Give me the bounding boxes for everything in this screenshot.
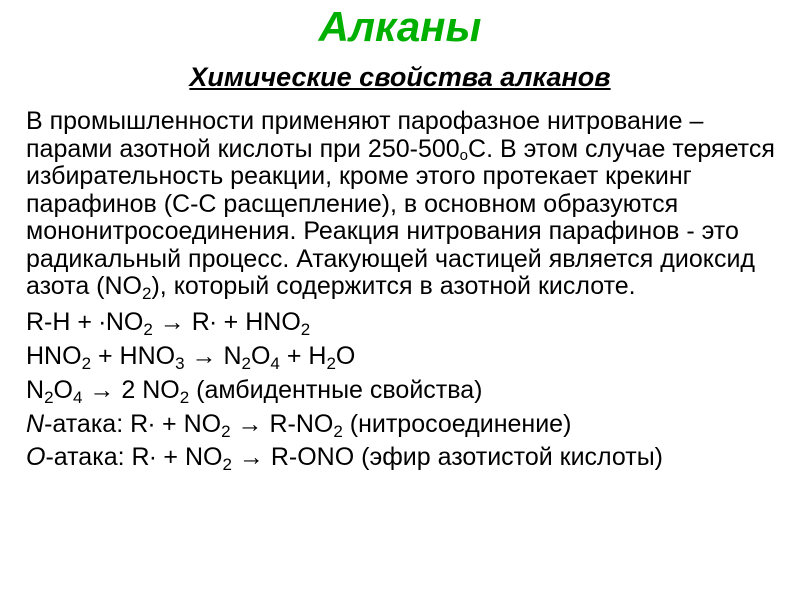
equation-3 xyxy=(26,373,776,407)
eq1-part: → R∙ + HNO xyxy=(152,307,301,336)
eq4-part: (нитросоединение) xyxy=(342,409,572,438)
degree-mark: о xyxy=(459,146,469,164)
paragraph-text-2: С. В этом случае теряется избирательность реакции, кроме этого протекает крекинг парафинов (С-С расщепление), в основном образуются мононитросоединения. Реакция нитрования парафинов - это радикальный процесс. Атакующей частицей является диоксид азота (NO xyxy=(26,134,775,300)
subscript: 4 xyxy=(270,353,280,373)
eq5-part: → R-ONO (эфир азотистой кислоты) xyxy=(231,442,664,471)
eq2-part: + HNO xyxy=(91,341,176,370)
eq2-part: O xyxy=(335,341,356,370)
subscript: 2 xyxy=(222,454,232,474)
equation-2 xyxy=(26,339,776,373)
slide-body xyxy=(26,107,776,474)
subscript: 2 xyxy=(333,421,343,441)
subscript: 2 xyxy=(241,353,251,373)
eq3-part: O xyxy=(53,375,73,404)
eq2-part: + H xyxy=(279,341,327,370)
subscript: 3 xyxy=(175,353,185,373)
subscript: 4 xyxy=(72,387,83,407)
eq2-part: → N xyxy=(184,341,242,370)
subscript: 2 xyxy=(179,387,190,407)
subscript: 2 xyxy=(300,319,311,339)
eq1-part: R-H + ∙NO xyxy=(26,307,144,336)
eq3-part: → 2 NO xyxy=(82,375,180,404)
equation-1 xyxy=(26,305,776,339)
equation-5 xyxy=(26,444,776,472)
subscript: 2 xyxy=(221,421,231,441)
eq3-part: N xyxy=(26,375,45,404)
eq2-part: HNO xyxy=(26,341,82,370)
subscript: 2 xyxy=(81,353,92,373)
intro-paragraph xyxy=(26,108,776,301)
italic-letter: N xyxy=(26,409,45,438)
subscript: 2 xyxy=(143,319,153,339)
eq4-part: → R-NO xyxy=(230,409,334,438)
paragraph-text-1: В промышленности применяют парофазное нитрование – парами азотной кислоты при 250-500 xyxy=(26,107,704,163)
equation-4 xyxy=(26,407,776,441)
subscript: 2 xyxy=(142,284,152,303)
eq5-part: -атака: R∙ + NO xyxy=(45,442,223,471)
eq2-part: O xyxy=(250,341,271,370)
slide-title: Алканы xyxy=(318,3,482,50)
italic-letter: O xyxy=(26,442,46,471)
subscript: 2 xyxy=(326,353,336,373)
eq3-part: (амбидентные свойства) xyxy=(189,375,483,404)
eq4-part: -атака: R∙ + NO xyxy=(44,409,222,438)
subscript: 2 xyxy=(44,387,54,407)
paragraph-text-3: ), который содержится в азотной кислоте. xyxy=(151,272,636,300)
slide-subtitle: Химические свойства алканов xyxy=(189,62,611,92)
